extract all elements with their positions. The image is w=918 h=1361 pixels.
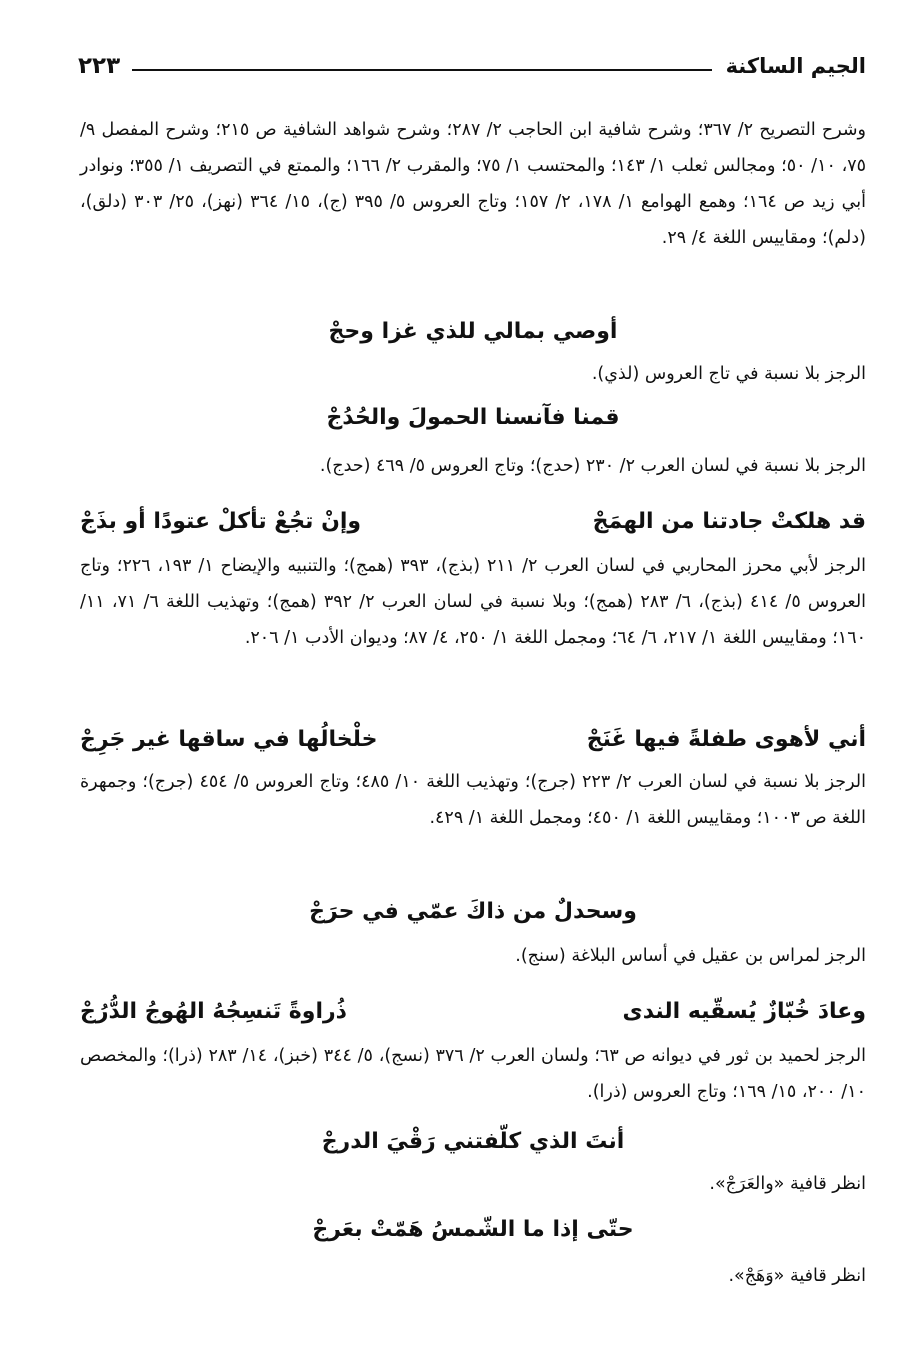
references-note: وشرح التصريح ٢/ ٣٦٧؛ وشرح شافية ابن الحاجب ٢/ ٢٨٧؛ وشرح شواهد الشافية ص ٢١٥؛ وشرح المفصل ٩/ ٧٥، ١٠/ ٥٠؛ ومجالس ثعلب ١/ ١٤٣؛ والمحتسب ١/ ٧٥؛ والمقرب ٢/ ١٦٦؛ والممتع في التصريف ١/ ٣٥٥؛ ونوادر أبي زيد ص ١٦٤؛ وهمع الهوامع ١/ ١٧٨، ٢/ ١٥٧؛ وتاج العروس ٥/ ٣٩٥ (ج)، ١٥/ ٣٦٤ (نهز)، ٢٥/ ٣٠٣ (دلق)، (دلم)؛ ومقاييس اللغة ٤/ ٢٩. [80,120,867,248]
header-rule [132,69,711,71]
page-header [78,48,866,84]
verse-line [80,720,866,760]
verse-line [80,502,866,542]
references-note: الرجز بلا نسبة في لسان العرب ٢/ ٢٣٠ (حدج)؛ وتاج العروس ٥/ ٤٦٩ (حدج). [319,456,866,476]
verse-second-hemistich: وإنْ تجُعْ تأكلْ عتودًا أو بذَجْ [80,509,362,534]
verse-second-hemistich: ذُراوةً تَنسِجُهُ الهُوجُ الدُّرُجْ [80,999,347,1024]
verse-first-hemistich: وعادَ خُبّازٌ يُسقّيه الندى [622,999,866,1024]
rajaz-verse: أنتَ الذي كلّفتني رَقْيَ الدرجْ [321,1129,625,1154]
references-note: الرجز لمراس بن عقيل في أساس البلاغة (سنج). [515,946,866,966]
references-note: الرجز لحميد بن ثور في ديوانه ص ٦٣؛ ولسان العرب ٢/ ٣٧٦ (نسج)، ٥/ ٣٤٤ (خبز)، ١٤/ ٢٨٣ (ذرا)؛ والمخصص ١٠/ ٢٠٠، ١٥/ ١٦٩؛ وتاج العروس (ذرا). [80,1046,866,1102]
rajaz-verse: أوصي بمالي للذي غزا وحجْ [328,319,618,344]
references-note: الرجز بلا نسبة في تاج العروس (لذي). [591,364,866,384]
verse-second-hemistich: خلْخالُها في ساقها غير جَرِجْ [80,727,378,752]
rajaz-verse: حتّى إذا ما الشّمسُ هَمّتْ بعَرجْ [312,1217,634,1242]
running-title: الجيم الساكنة [725,54,866,78]
references-note: انظر قافية «والعَرَجْ». [709,1174,866,1194]
references-note: انظر قافية «وَهَجْ». [728,1266,866,1286]
rajaz-verse: قمنا فآنسنا الحمولَ والحُدُجْ [326,405,620,430]
rajaz-verse: وسحدلٌ من ذاكَ عمّي في حرَجْ [309,899,637,924]
verse-line [80,992,866,1032]
verse-first-hemistich: قد هلكتْ جادتنا من الهمَجْ [592,509,866,534]
verse-first-hemistich: أني لأهوى طفلةً فيها غَنَجْ [586,727,866,752]
references-note: الرجز بلا نسبة في لسان العرب ٢/ ٢٢٣ (جرج)؛ وتهذيب اللغة ١٠/ ٤٨٥؛ وتاج العروس ٥/ ٤٥٤ (جرج)؛ وجمهرة اللغة ص ١٠٠٣؛ ومقاييس اللغة ١/ ٤٥٠؛ ومجمل اللغة ١/ ٤٢٩. [80,772,866,828]
page-number: ٢٢٣ [78,53,121,79]
references-note: الرجز لأبي محرز المحاربي في لسان العرب ٢/ ٢١١ (بذج)، ٣٩٣ (همج)؛ والتنبيه والإيضاح ١/ ١٩٣، ٢٢٦؛ وتاج العروس ٥/ ٤١٤ (بذج)، ٦/ ٢٨٣ (همج)؛ وبلا نسبة في لسان العرب ٢/ ٣٩٢ (همج)؛ وتهذيب اللغة ٦/ ٧١، ١١/ ١٦٠؛ ومقاييس اللغة ١/ ٢١٧، ٦/ ٦٤؛ ومجمل اللغة ١/ ٢٥٠، ٤/ ٨٧؛ وديوان الأدب ١/ ٢٠٦. [80,556,867,648]
